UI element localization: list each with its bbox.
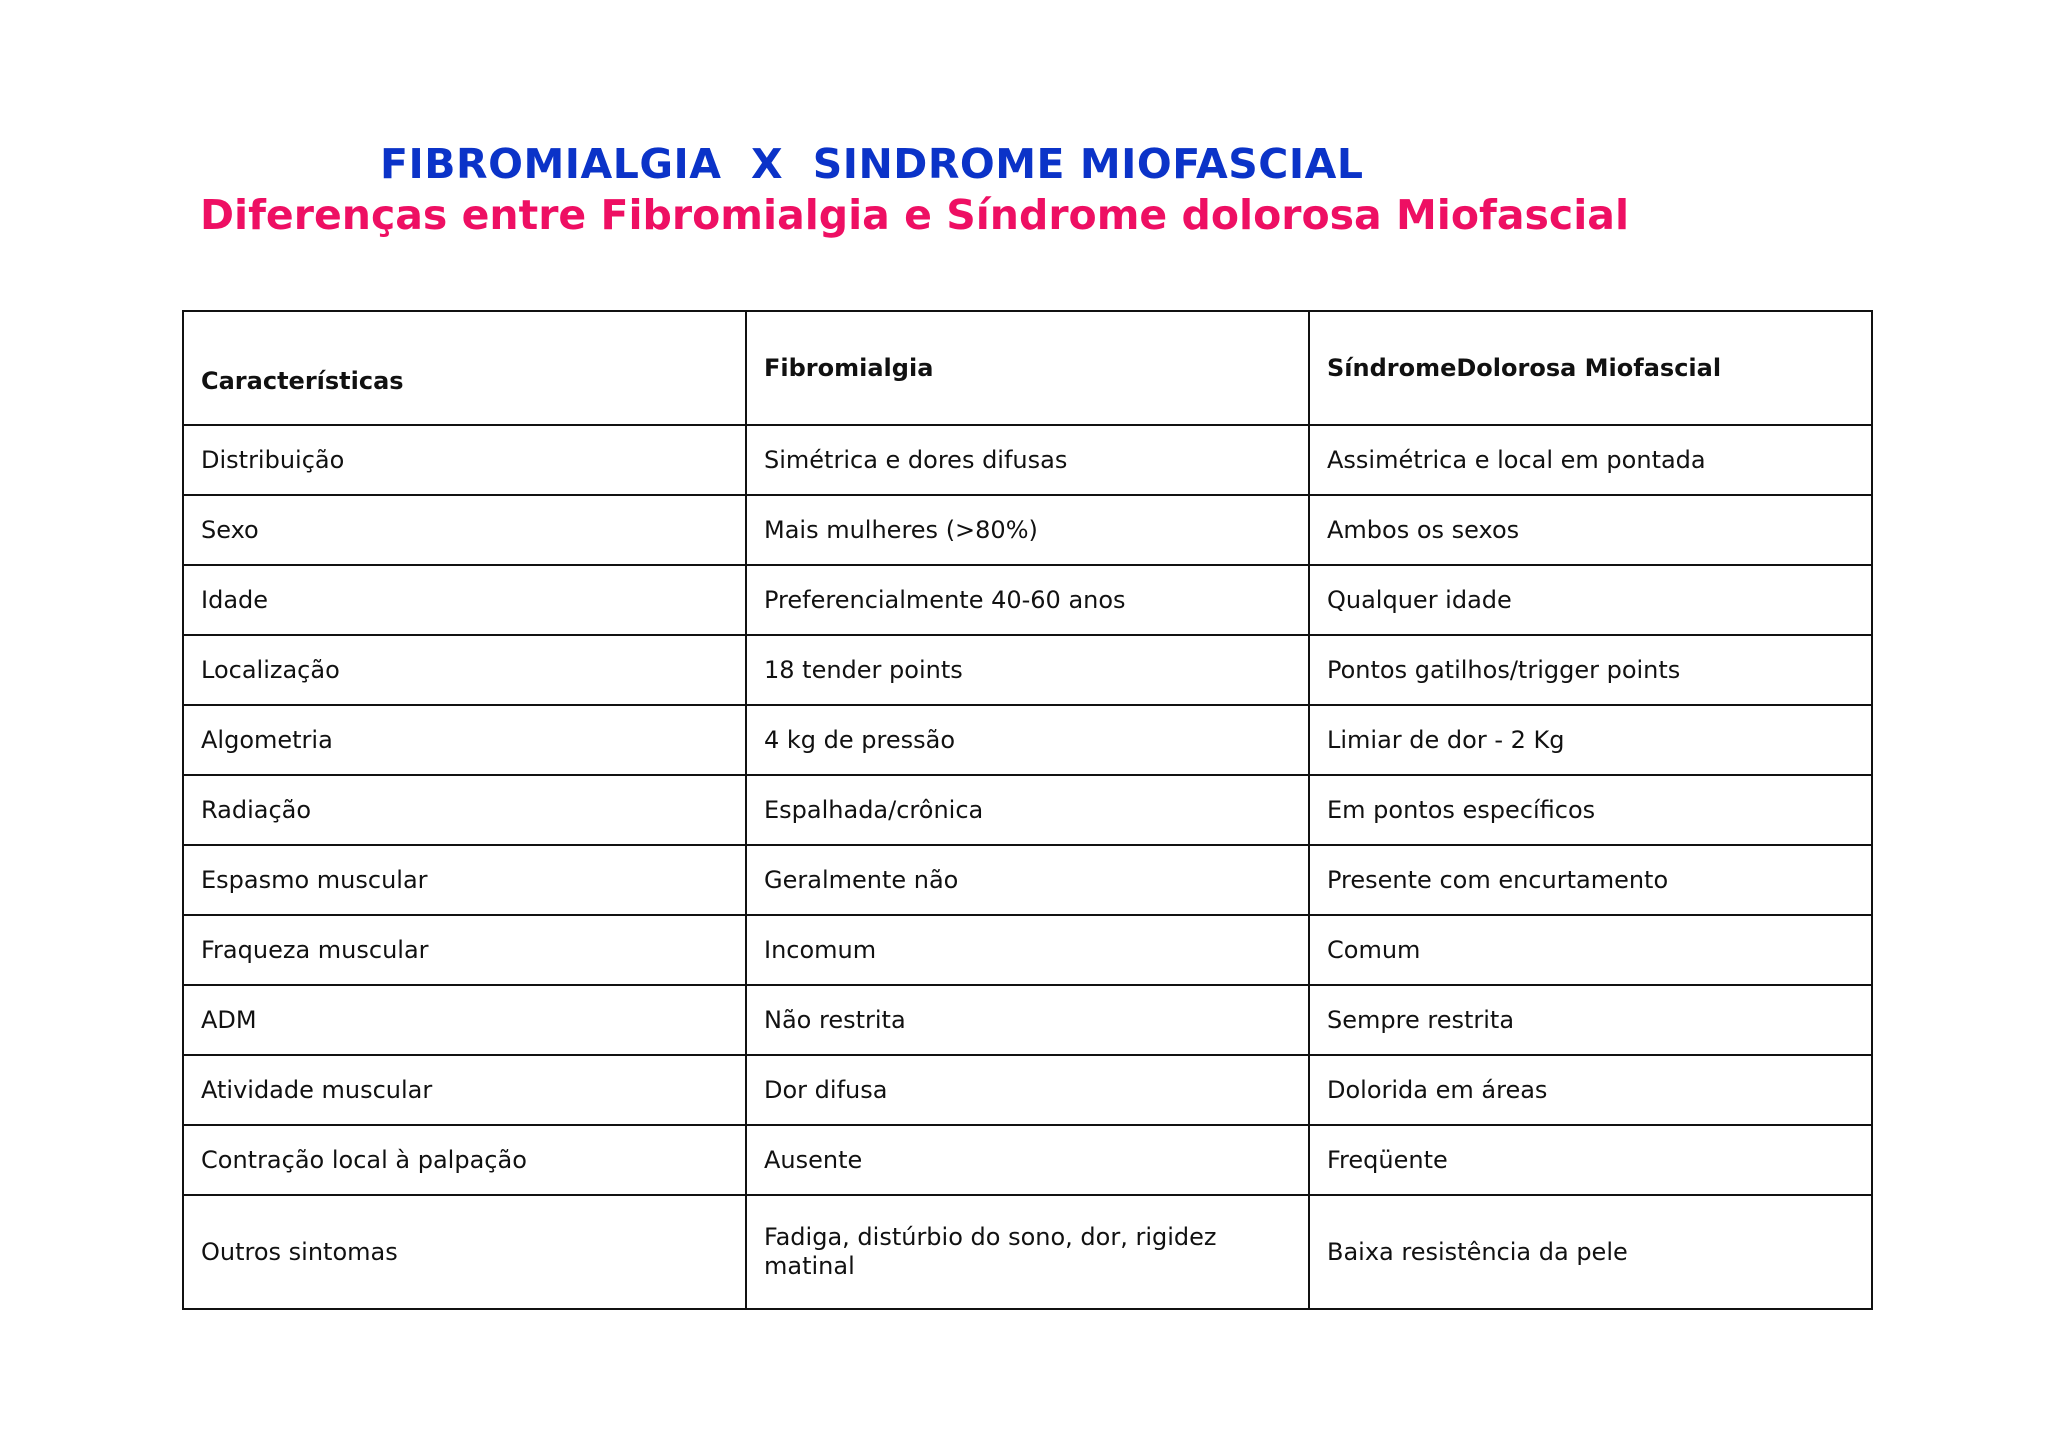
header-caracteristicas: Características (183, 311, 746, 425)
table-row (183, 635, 1872, 705)
cell-fibromialgia: Não restrita (746, 985, 1309, 1055)
table-row (183, 775, 1872, 845)
cell-caracteristica: Radiação (183, 775, 746, 845)
cell-caracteristica: Espasmo muscular (183, 845, 746, 915)
page-subtitle: Diferenças entre Fibromialgia e Síndrome dolorosa Miofascial (200, 191, 1629, 239)
cell-fibromialgia: 4 kg de pressão (746, 705, 1309, 775)
table-row (183, 705, 1872, 775)
table-row (183, 845, 1872, 915)
header-sindrome-miofascial: SíndromeDolorosa Miofascial (1309, 311, 1872, 425)
cell-caracteristica: Fraqueza muscular (183, 915, 746, 985)
cell-caracteristica: Contração local à palpação (183, 1125, 746, 1195)
cell-fibromialgia: Geralmente não (746, 845, 1309, 915)
table-row (183, 495, 1872, 565)
cell-fibromialgia: Fadiga, distúrbio do sono, dor, rigidez matinal (746, 1195, 1309, 1309)
cell-fibromialgia: 18 tender points (746, 635, 1309, 705)
cell-fibromialgia: Dor difusa (746, 1055, 1309, 1125)
cell-sindrome: Sempre restrita (1309, 985, 1872, 1055)
cell-fibromialgia: Ausente (746, 1125, 1309, 1195)
cell-sindrome: Comum (1309, 915, 1872, 985)
comparison-table (182, 310, 1873, 1310)
table-row (183, 915, 1872, 985)
header-fibromialgia: Fibromialgia (746, 311, 1309, 425)
table-row (183, 985, 1872, 1055)
cell-sindrome: Presente com encurtamento (1309, 845, 1872, 915)
cell-caracteristica: Outros sintomas (183, 1195, 746, 1309)
cell-sindrome: Baixa resistência da pele (1309, 1195, 1872, 1309)
cell-caracteristica: Atividade muscular (183, 1055, 746, 1125)
cell-sindrome: Freqüente (1309, 1125, 1872, 1195)
cell-sindrome: Dolorida em áreas (1309, 1055, 1872, 1125)
table-row (183, 425, 1872, 495)
cell-fibromialgia: Mais mulheres (>80%) (746, 495, 1309, 565)
cell-caracteristica: Sexo (183, 495, 746, 565)
cell-caracteristica: Localização (183, 635, 746, 705)
cell-fibromialgia: Espalhada/crônica (746, 775, 1309, 845)
cell-fibromialgia: Simétrica e dores difusas (746, 425, 1309, 495)
page-title: FIBROMIALGIA X SINDROME MIOFASCIAL (380, 140, 1364, 188)
cell-sindrome: Ambos os sexos (1309, 495, 1872, 565)
cell-caracteristica: Algometria (183, 705, 746, 775)
cell-caracteristica: Distribuição (183, 425, 746, 495)
cell-sindrome: Qualquer idade (1309, 565, 1872, 635)
cell-caracteristica: Idade (183, 565, 746, 635)
cell-fibromialgia: Incomum (746, 915, 1309, 985)
cell-caracteristica: ADM (183, 985, 746, 1055)
cell-sindrome: Assimétrica e local em pontada (1309, 425, 1872, 495)
cell-sindrome: Pontos gatilhos/trigger points (1309, 635, 1872, 705)
cell-sindrome: Limiar de dor - 2 Kg (1309, 705, 1872, 775)
cell-fibromialgia: Preferencialmente 40-60 anos (746, 565, 1309, 635)
table-row (183, 1055, 1872, 1125)
table-row (183, 565, 1872, 635)
table-row (183, 1195, 1872, 1309)
cell-sindrome: Em pontos específicos (1309, 775, 1872, 845)
table-row (183, 1125, 1872, 1195)
table-header-row (183, 311, 1872, 425)
